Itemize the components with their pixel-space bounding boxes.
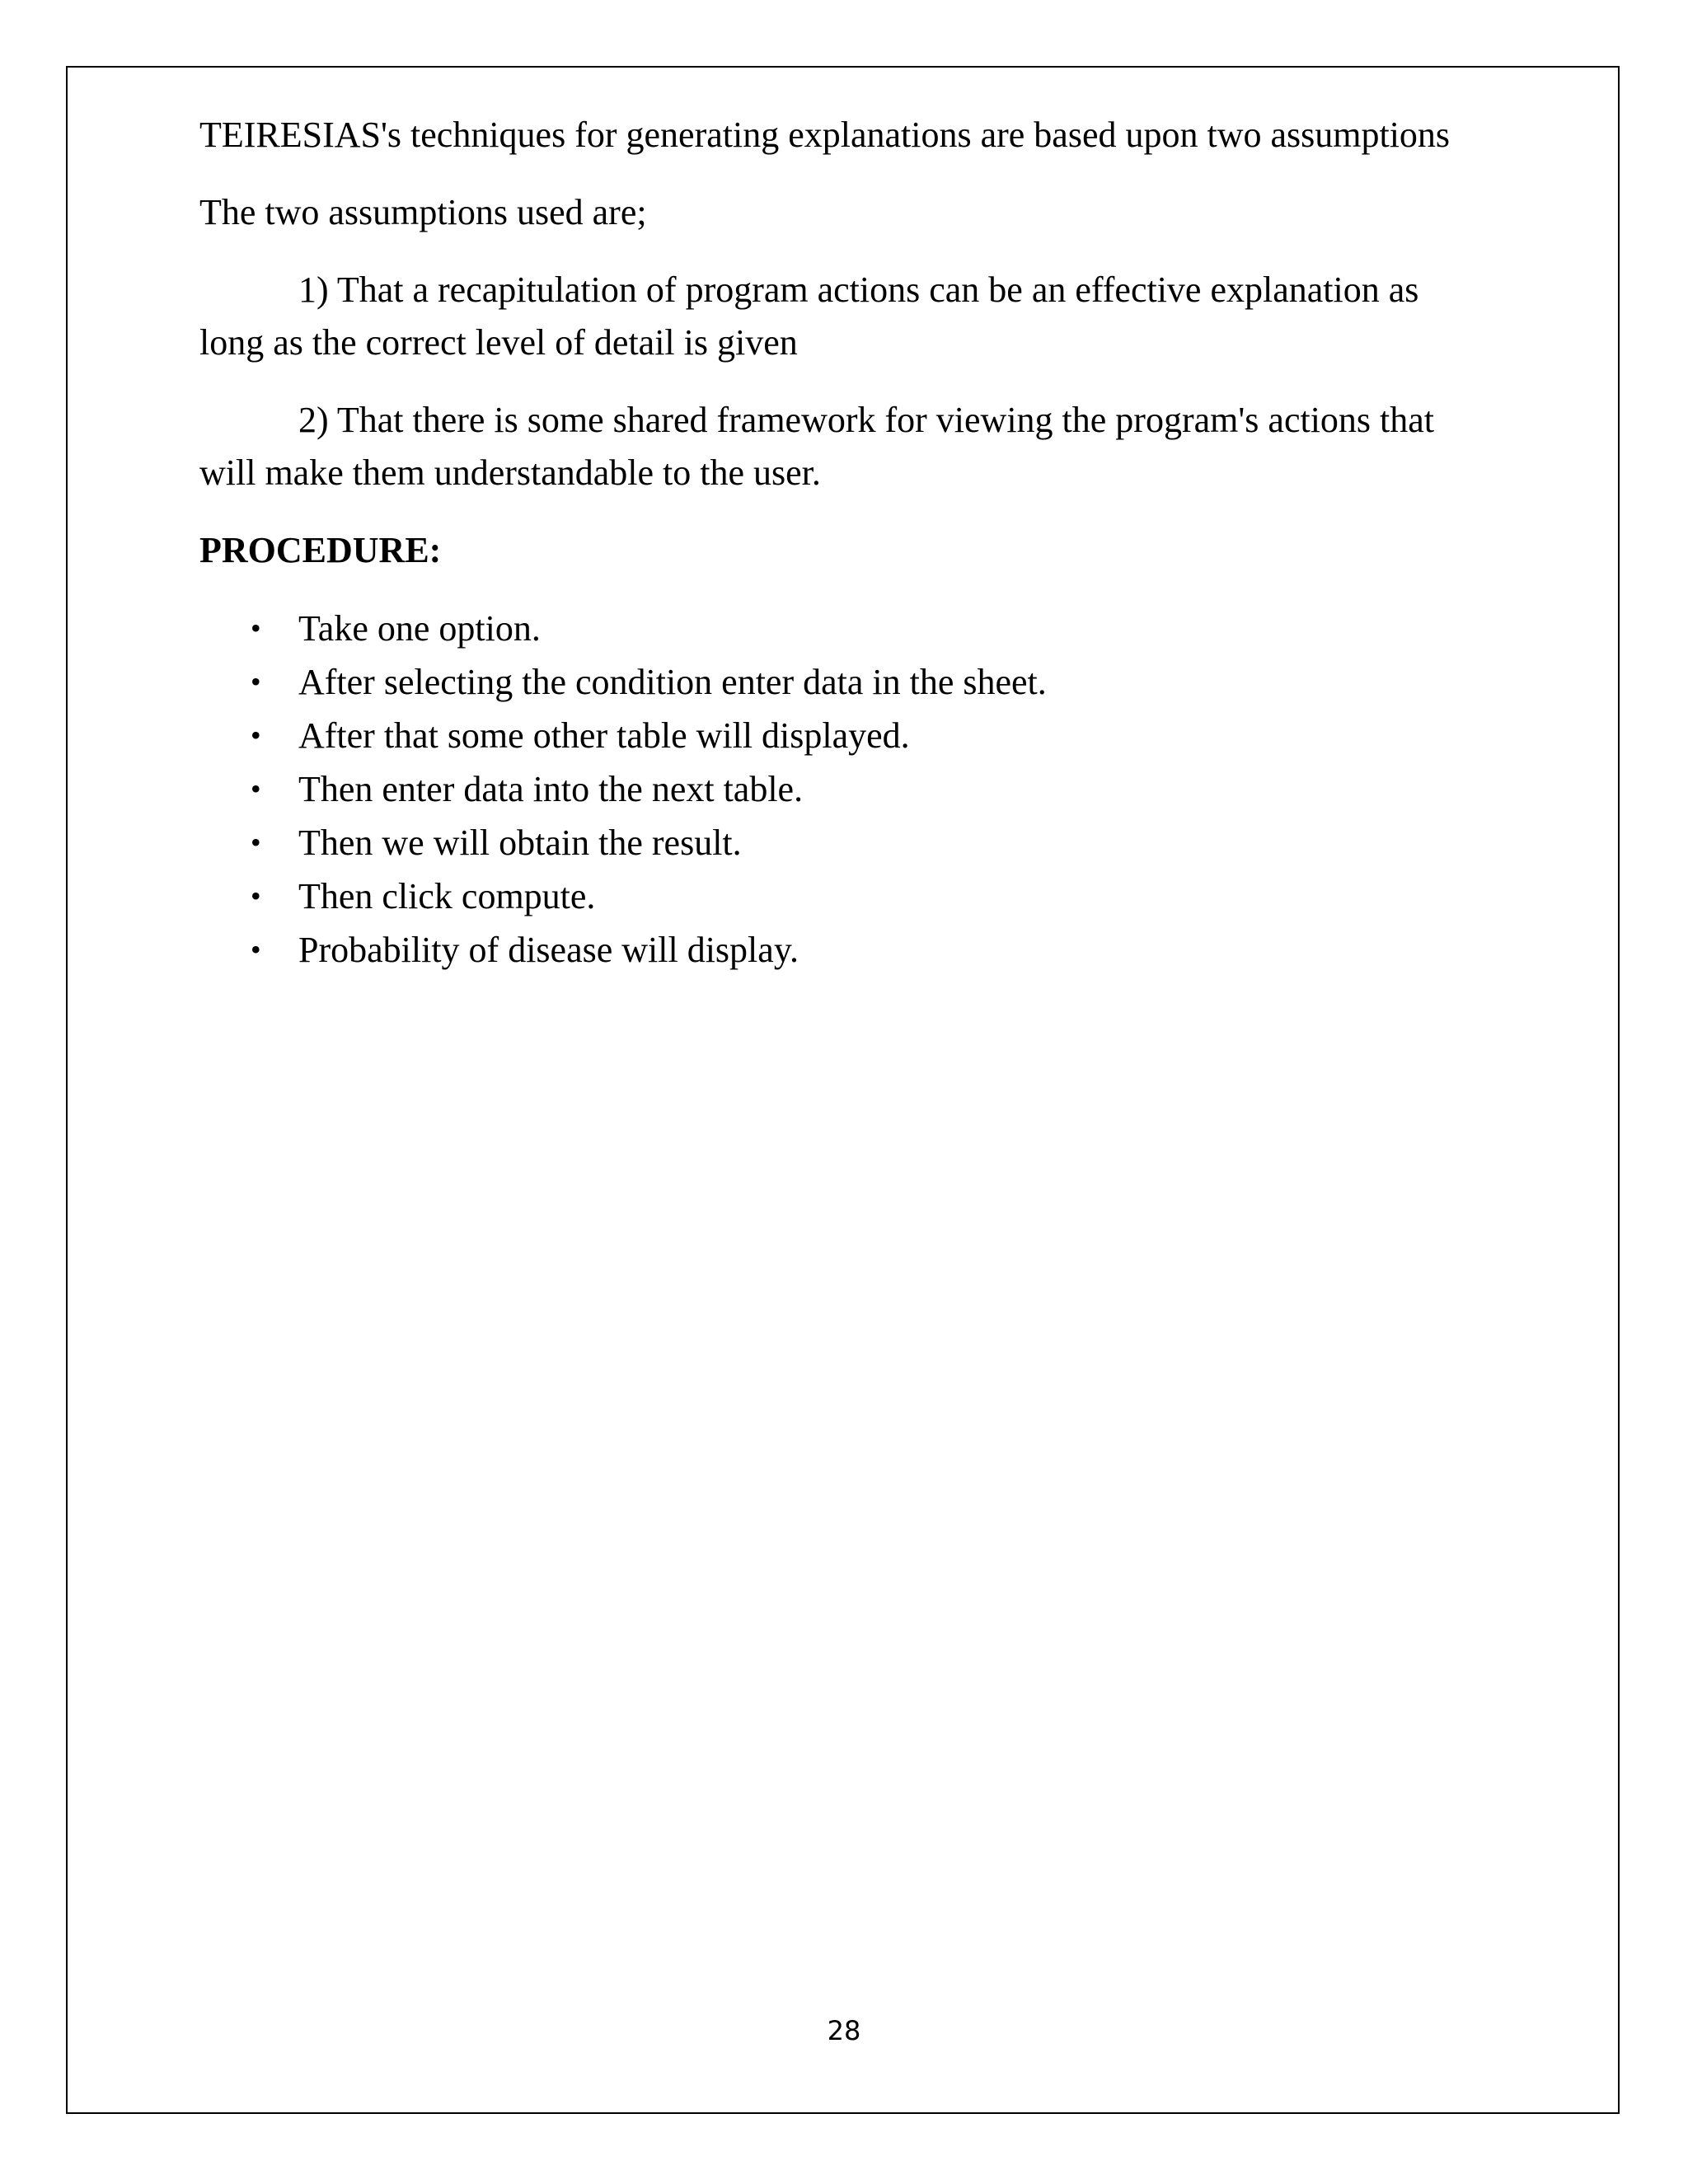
bullet-icon: • [251,772,261,805]
step-text: Then enter data into the next table. [298,769,804,809]
bullet-icon: • [251,933,261,966]
bullet-icon: • [251,665,261,698]
intro-paragraph: TEIRESIAS's techniques for generating explanations are based upon two assumptions [199,115,1451,155]
step-text: Probability of disease will display. [298,930,799,970]
list-item [199,602,1477,655]
list-item [199,655,1477,709]
bullet-icon: • [251,719,261,752]
assumptions-lead: The two assumptions used are; [199,192,647,232]
step-text: After that some other table will displayed. [298,715,910,756]
bullet-icon: • [251,612,261,644]
page-number: 28 [827,2015,861,2046]
bullet-icon: • [251,826,261,859]
assumption-1: 1) That a recapitulation of program actions can be an effective explanation as long as the correct level of detail is given [199,269,1419,363]
step-text: After selecting the condition enter data in the sheet. [298,662,1047,702]
list-item [199,816,1477,869]
list-item [199,923,1477,977]
procedure-heading: PROCEDURE: [199,530,442,570]
list-item [199,709,1477,762]
step-text: Then click compute. [298,876,596,916]
assumption-2: 2) That there is some shared framework for viewing the program's actions that will make them understandable to the user. [199,400,1435,493]
step-text: Then we will obtain the result. [298,823,742,863]
step-text: Take one option. [298,608,541,649]
bullet-icon: • [251,879,261,912]
page-content [199,109,1477,977]
procedure-list [199,602,1477,977]
list-item [199,869,1477,923]
list-item [199,762,1477,816]
